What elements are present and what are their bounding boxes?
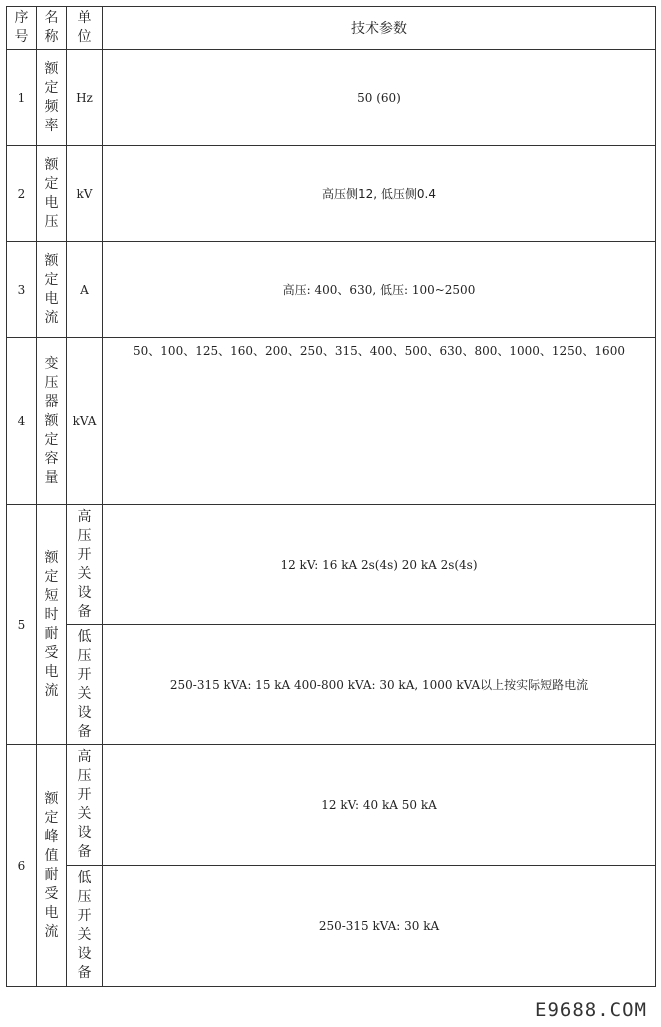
row-unit: A [80,282,89,297]
row-sub-param: 12 kV: 16 kA 2s(4s) 20 kA 2s(4s) [280,557,478,572]
row-sub-param: 12 kV: 40 kA 50 kA [321,798,437,812]
row-no: 5 [17,617,26,632]
watermark: E9688.COM [535,999,647,1021]
row-sub-unit: 低 压 开 关 设 备 [77,870,92,981]
row-no: 3 [17,282,26,297]
table-row [7,338,656,505]
row-name: 额 定 电 压 [44,156,59,230]
row-unit: kVA [72,414,97,428]
row-sub-unit: 高 压 开 关 设 备 [77,508,92,620]
row-name: 变 压 器 额 定 容 量 [44,355,59,486]
table-row [7,505,656,625]
row-param: 高压: 400、630, 低压: 100~2500 [282,282,476,297]
row-param: 高压侧12, 低压侧0.4 [322,186,436,201]
row-unit: kV [76,186,93,201]
row-no: 1 [17,90,26,105]
row-param: 50、100、125、160、200、250、315、400、500、630、800、1000、1250、1600 [133,344,625,358]
row-no: 4 [17,414,26,428]
table-row [7,50,656,146]
row-sub-param: 250-315 kVA: 15 kA 400-800 kVA: 30 kA, 1000 kVA以上按实际短路电流 [169,677,589,692]
table-row [7,242,656,338]
row-no: 6 [17,858,26,873]
row-param: 50 (60) [357,90,401,105]
table-row [7,625,656,745]
header-name: 名 称 [44,10,59,45]
row-name: 额 定 峰 值 耐 受 电 流 [44,790,59,940]
row-sub-unit: 高 压 开 关 设 备 [77,749,92,860]
row-unit: Hz [76,90,93,105]
table-row [7,146,656,242]
spec-table [6,6,656,987]
header-param: 技术参数 [351,21,407,37]
row-name: 额 定 短 时 耐 受 电 流 [44,549,59,699]
header-no: 序 号 [14,10,29,45]
row-name: 额 定 电 流 [44,252,59,326]
row-name: 额 定 频 率 [44,60,59,134]
header-row [7,7,656,50]
row-sub-param: 250-315 kVA: 30 kA [318,919,440,933]
table-row [7,745,656,866]
row-sub-unit: 低 压 开 关 设 备 [77,628,92,740]
header-unit: 单 位 [77,10,92,45]
row-no: 2 [17,186,26,201]
table-row [7,866,656,987]
